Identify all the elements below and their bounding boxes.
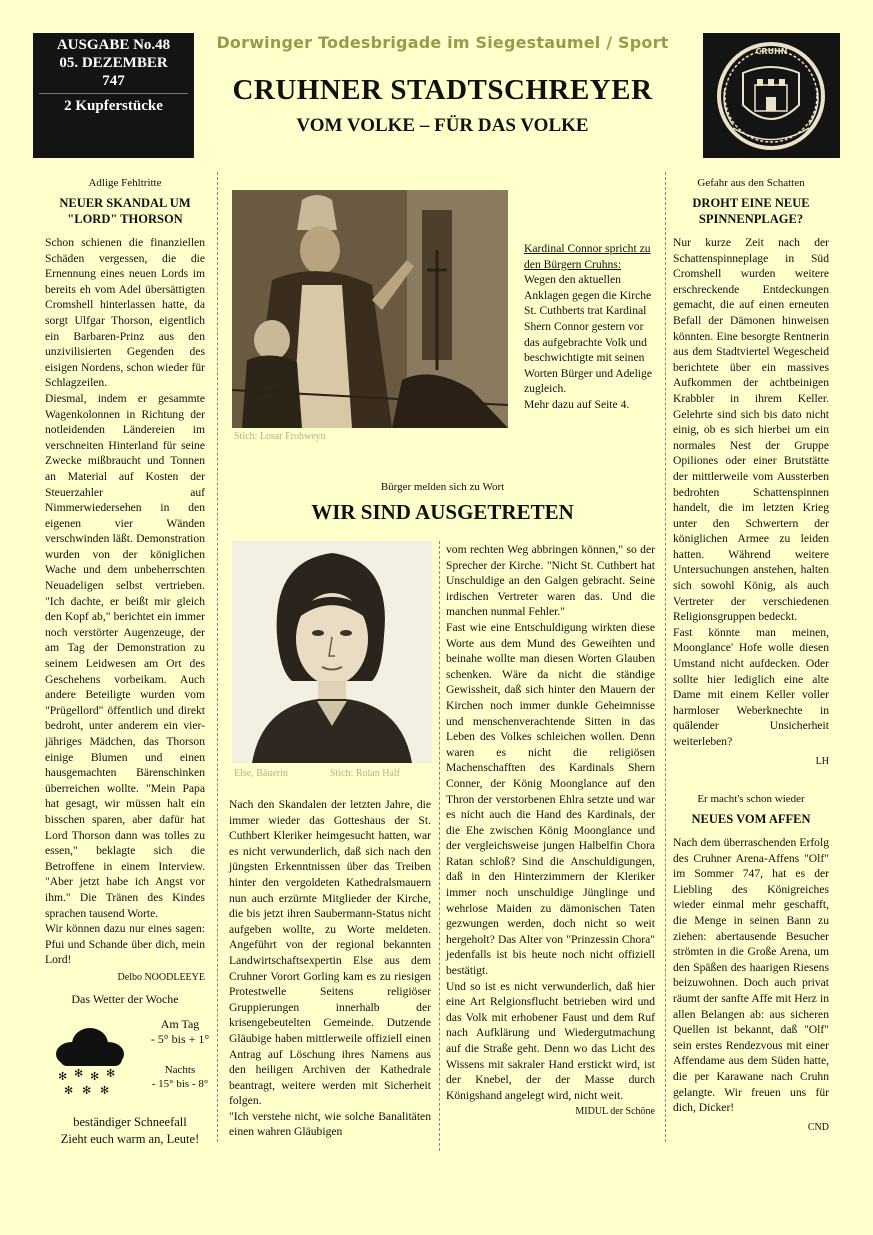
svg-text:✻: ✻ (90, 1070, 100, 1083)
weather-condition: beständiger Schneefall (73, 1115, 187, 1129)
crest-lettering: CRUHN (755, 47, 788, 56)
article-paragraph: Diesmal, indem er gesammte Wagenkolonnen in Richtung der notleidenden Ländereien im verschneiten Hinterland für seine Zwecke mißbraucht und Tonnen an Material auf Kosten der Steuerzahler auf Nimmerwiedersehen in den eigenen vier Wänden verschwinden läßt. Demonstration wurden von der königlichen Wache und dem unbeherrschten Neuadeligen selbst vertrieben. "Ich dachte, er beißt mir gleich den Kopf ab," berichtet ein immer noch verstörter Augenzeuge, der am Tag der Demonstration zu seinem Leidwesen am Ort des Geschehens vorbeikam. Auch andere Beteiligte wurden vom "Prügellord" öffentlich und direkt bedroht, unter anderem ein vier-jähriges Mädchen, das Thorson einige Blumen und einen hausgemachten Bärenschinken überreichen wollte. "Mein Papa hat gesagt, wir müssen halt ein bisschen sparen, aber dafür hat Lord Thorson dann was tolles zu essen," beklagte sich die Betroffene in einem Interview. "Aber jetzt habe ich Angst vor ihm." Die Tränen des Kindes sprachen tausend Worte. (45, 391, 205, 920)
weather-title: Das Wetter der Woche (71, 992, 179, 1006)
article-arena-monkey (673, 793, 829, 1133)
weather-day (140, 1017, 220, 1047)
article-paragraph: Schon schienen die finanziellen Schäden vergessen, die die Ernennung eines neuen Lords im bereits eh vom Adel übersättigten Cromshell hinterlassen hatte, da sorgt Ulfgar Thorson, eigentlich ein Barbaren-Prinz aus den unzivilisierten Gegenden des eisigen Nordens, schon wieder für Schlagzeilen. (45, 236, 205, 390)
headline-teaser[interactable]: Dorwinger Todesbrigade im Siegestaumel / Sport (216, 33, 669, 52)
article-spider-plague (673, 177, 829, 767)
article-paragraph: Nach dem überraschenden Erfolg des Cruhner Arena-Affens "Olf" im Sommer 747, hat es der Liebling des Königreiches wieder einmal mehr geschafft, die Menge in seinen Bann zu ziehen: abertausende Besucher strömten in die Große Arena, um den Späßen des haarigen Riesens beizuwohnen. Doch auch privat räumt der sanfte Affe mit Herz in allen Belangen ab: aus sicheren Quellen ist bekannt, daß "Olf" sein erstes Rendezvous mit einer Affendame aus dem Süden hatte, die per Karawane nach Cruhn gelangte. Wir freuen uns für dich, Dicker! (673, 836, 829, 1115)
article-kicker: Bürger melden sich zu Wort (380, 481, 505, 493)
issue-number: AUSGABE No.48 (56, 37, 171, 53)
newspaper-title: CRUHNER STADTSCHREYER (232, 74, 653, 106)
church-article-column-1 (229, 797, 431, 1140)
article-headline: DROHT EINE NEUE SPINNENPLAGE? (692, 196, 810, 226)
weather-night-label: Nachts (164, 1064, 196, 1076)
weather-day-temp: - 5° bis + 1° (150, 1032, 210, 1046)
crest-box (703, 33, 840, 158)
issue-date: 05. DEZEMBER (59, 55, 168, 71)
portrait-engraving-image (232, 541, 432, 763)
article-paragraph: Und so ist es nicht verwunderlich, daß hier eine Art Relgionsflucht betrieben wird und das Volk mit erhobener Faust und dem Ruf nach Aufklärung und Wiedergutmachung auf die Straße geht. Denn wo das Licht des Wissens mit sakraler Hand erstickt wird, ist der Knebel, der der Masse durch Königshand angelegt wird, nicht weit. (446, 979, 655, 1102)
article-paragraph: Wir können dazu nur eines sagen: Pfui und Schande über dich, mein Lord! (45, 922, 205, 967)
svg-text:✻: ✻ (64, 1084, 74, 1097)
weather-day-label: Am Tag (160, 1017, 200, 1031)
feature-caption-title[interactable]: Kardinal Connor spricht zu den Bürgern Cruhns: (524, 242, 651, 271)
weather-night (140, 1063, 220, 1091)
article-paragraph: Nach den Skandalen der letzten Jahre, die immer wieder das Gotteshaus der St. Cuthbert Kleriker heimgesucht hatten, war es nicht verwunderlich, daß sich nach den jüngsten Erkenntnissen über das Treiben hinter den vergoldeten Kathedralsmauern nun auch erzürnte Mitglieder der Kirche, die bis jetzt ihren Saubermann-Status nicht aufgeben wollte, zu Worte meldeten. Angeführt von der regional bekannten Landwirtschaftsexpertin Else aus dem Cruhner Vorort Gorling kam es zu riesigen Protestwelle Seitens religiöser Gruppierungen innerhalb der krisengebeutelten Gemeinde. Dutzende Gläubige haben mittlerweile offiziell einen Antrag auf Löschung ihres Namens aus den heiligen Archiven der Kathedrale beantragt, weitere werden mit Sicherheit folgen. (229, 798, 431, 1108)
issue-divider (39, 93, 188, 94)
column-rule-right (665, 172, 666, 1142)
article-lord-thorson (45, 177, 205, 983)
portrait-credit: Stich: Rolan Half (330, 768, 400, 779)
issue-year: 747 (102, 73, 125, 89)
svg-text:✻: ✻ (74, 1067, 84, 1080)
newspaper-motto: VOM VOLKE – FÜR DAS VOLKE (296, 115, 589, 136)
article-kicker: Er macht's schon wieder (697, 793, 805, 805)
cardinal-engraving-image (232, 190, 508, 428)
article-paragraph: "Ich verstehe nicht, wie solche Banalitäten einen wahren Gläubigen (229, 1109, 431, 1139)
article-paragraph: Fast wie eine Entschuldigung wirkten diese Worte aus dem Mund des Geweihten und beinahe wollte man diesen Worten Glauben schenken. Wäre da nicht die ständige Gewissheit, daß sich hinter den Mauern der Kirchen noch immer dunkle Geheimnisse und menschenverachtende Sitten in das Leben des Volkes schleichen wollen. Denn waren es nicht die religiösen Machenschafften des Kardinals Shern Conner, der König Moonglance auf den Thron der verstorbenen Ehlra setzte und war es nicht auch die Hand des Kardinals, der die Ehe zwischen König Moonglance und der vergleichsweise jungen Halbelfin Chora Ratan schloß? Sind die Anschuldigungen, daß in den Hinterzimmern der Kleriker immer noch unschuldige Jünglinge und wehrlose Maiden zu dämonischen Taten gezwungen werden, doch nicht so weit hergeholt? Das Alter von "Prinzessin Chora" jedenfalls ist bis heute noch nicht offiziell bestätigt. (446, 620, 655, 978)
article-byline: MIDUL der Schöne (575, 1106, 655, 1118)
article-headline: NEUES VOM AFFEN (691, 812, 811, 826)
weather-advice: Zieht euch warm an, Leute! (60, 1132, 200, 1146)
article-paragraph: vom rechten Weg abbringen können," so der Sprecher der Kirche. "Nicht St. Cuthbert hat Unschuldige an den Galgen gebracht. Seine irdischen Vertreter waren das. Und die manchen nunmal Fehler." (446, 543, 655, 619)
weather-night-temp: - 15° bis - 8° (151, 1078, 209, 1090)
svg-text:✻: ✻ (100, 1084, 110, 1097)
article-byline: Delbo NOODLEEYE (117, 971, 205, 983)
feature-caption-text: Wegen den aktuellen Anklagen gegen die Kirche St. Cuthberts trat Kardinal Shern Connor gestern vor das aufgebrachte Volk und beschwichtigte mit seinen Worten Bürger und Adelige zugleich. (524, 273, 652, 396)
issue-price: 2 Kupferstücke (64, 98, 163, 114)
article-byline: LH (815, 755, 829, 767)
snow-cloud-icon (50, 1020, 130, 1100)
portrait-caption: Else, Bäuerin (234, 768, 288, 779)
article-headline: NEUER SKANDAL UM "LORD" THORSON (59, 196, 191, 226)
article-byline: CND (807, 1121, 829, 1133)
engraving-credit: Stich: Losar Frohweyn (234, 431, 326, 442)
svg-text:✻: ✻ (106, 1067, 116, 1080)
article-kicker: Gefahr aus den Schatten (697, 177, 805, 189)
svg-text:✻: ✻ (58, 1070, 68, 1083)
feature-caption (524, 241, 654, 413)
article-paragraph: Fast könnte man meinen, Moonglance' Hofe wolle diesen Umstand nicht aufdecken. Oder sollte hier lediglich eine alte Dame mit einem Keller voller harmloser Weberknechte in quälender Unsicherheit weiterleben? (673, 625, 829, 748)
column-rule-left (217, 172, 218, 1142)
article-kicker: Adlige Fehltritte (88, 177, 162, 189)
weather-summary (35, 1114, 225, 1148)
column-rule-middle (439, 541, 440, 1151)
church-article-column-2 (446, 542, 655, 1117)
article-headline: WIR SIND AUSGETRETEN (311, 500, 574, 524)
feature-caption-more[interactable]: Mehr dazu auf Seite 4. (524, 397, 630, 411)
issue-box (33, 33, 194, 158)
article-paragraph: Nur kurze Zeit nach der Schattenspinneplage in Süd Cromshell wurden weitere erschreckende Entdeckungen gemacht, die auf einen erneuten Befall der Dämonen hinweisen könnten. Eine besorgte Rentnerin aus dem Stadtviertel Wegescheid berichtete über ein massives Aufkommen der achtbeinigen Krabbler in ihrem Keller. Gelehrte sind sich bis dato nicht einig, ob es sich hierbei um ein normales Nest der Gruppe Opiliones oder einer Brutstätte der mittlerweile vom Aussterben bedrohten Schattenspinnen handelt, die im letzten Krieg unter den Schwertern der königlichen Armee zu leiden hatten. Während weitere Untersuchungen anstehen, halten sich sowohl König, als auch Vertreter der verschiedenen Religionsgruppen bedeckt. (673, 236, 829, 624)
weather-box (45, 992, 205, 1007)
svg-text:✻: ✻ (82, 1084, 92, 1097)
